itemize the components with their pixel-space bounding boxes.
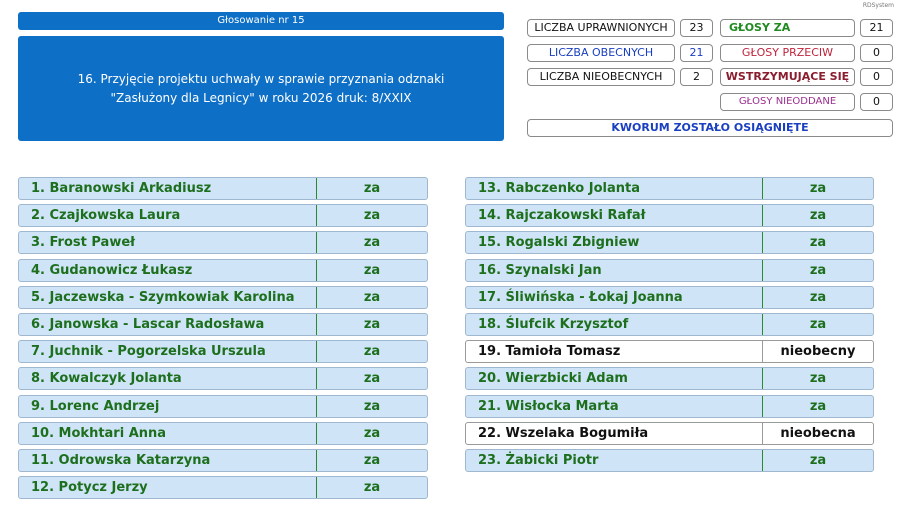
councillor-row [465, 259, 874, 282]
councillor-vote: nieobecny [780, 344, 856, 360]
councillor-row [465, 286, 874, 309]
councillor-name: 11. Odrowska Katarzyna [31, 453, 211, 468]
councillor-vote: za [809, 235, 827, 251]
councillor-name: 9. Lorenc Andrzej [31, 398, 160, 414]
councillor-vote: za [363, 262, 381, 278]
councillor-name: 19. Tamioła Tomasz [478, 344, 621, 360]
councillor-row [18, 476, 428, 499]
councillor-row [465, 340, 874, 363]
quorum-status: KWORUM ZOSTAŁO OSIĄGNIĘTE [527, 119, 893, 137]
councillor-name: 22. Wszelaka Bogumiła [478, 425, 649, 441]
councillor-name: 2. Czajkowska Laura [31, 208, 181, 224]
resolution-text: 16. Przyjęcie projektu uchwały w sprawie przyznania odznaki "Zasłużony dla Legnicy" w roku 2026 druk: 8/XXIX [18, 36, 504, 141]
councillor-vote: za [809, 289, 827, 305]
against-value: 0 [860, 44, 893, 62]
abstain-value: 0 [860, 68, 893, 86]
councillor-vote: za [363, 235, 381, 251]
abstain-label: WSTRZYMUJĄCE SIĘ [720, 68, 855, 86]
councillor-name: 3. Frost Paweł [31, 235, 135, 251]
councillor-vote: za [363, 371, 381, 387]
councillor-name: 15. Rogalski Zbigniew [478, 235, 640, 251]
councillor-name: 18. Ślufcik Krzysztof [478, 317, 629, 332]
councillor-name: 14. Rajczakowski Rafał [478, 208, 646, 224]
councillor-row [465, 367, 874, 390]
councillor-vote: za [809, 208, 827, 224]
councillor-vote: za [809, 453, 827, 468]
councillor-name: 16. Szynalski Jan [478, 262, 602, 278]
councillor-vote: za [363, 344, 381, 360]
councillor-vote: za [363, 317, 381, 332]
councillor-row [18, 313, 428, 336]
councillor-row [18, 367, 428, 390]
for-label: GŁOSY ZA [720, 19, 855, 37]
councillor-name: 5. Jaczewska - Szymkowiak Karolina [31, 289, 295, 305]
councillor-vote: za [809, 398, 827, 414]
councillor-row [465, 177, 874, 200]
for-value: 21 [860, 19, 893, 37]
councillor-vote: za [809, 317, 827, 332]
notcast-value: 0 [860, 93, 893, 111]
councillor-name: 4. Gudanowicz Łukasz [31, 262, 193, 278]
vote-title: Głosowanie nr 15 [18, 12, 504, 30]
councillor-name: 17. Śliwińska - Łokaj Joanna [478, 289, 683, 305]
councillor-vote: za [363, 398, 381, 414]
councillor-name: 10. Mokhtari Anna [31, 425, 167, 441]
councillor-vote: za [363, 208, 381, 224]
councillor-row [18, 395, 428, 418]
councillor-name: 12. Potycz Jerzy [31, 480, 148, 496]
against-label: GŁOSY PRZECIW [720, 44, 855, 62]
councillor-row [18, 231, 428, 254]
councillor-row [465, 449, 874, 472]
councillor-vote: za [809, 262, 827, 278]
eligible-label: LICZBA UPRAWNIONYCH [527, 19, 675, 37]
councillor-row [18, 177, 428, 200]
councillor-vote: za [363, 289, 381, 305]
councillor-name: 7. Juchnik - Pogorzelska Urszula [31, 344, 266, 360]
councillor-row [18, 204, 428, 227]
councillor-row [18, 449, 428, 472]
councillor-row [465, 231, 874, 254]
brand-label: RDSystem [862, 2, 894, 9]
councillor-row [18, 422, 428, 445]
councillor-row [465, 395, 874, 418]
notcast-label: GŁOSY NIEODDANE [720, 93, 855, 111]
councillor-vote: nieobecna [780, 425, 856, 441]
present-value: 21 [680, 44, 713, 62]
councillor-name: 6. Janowska - Lascar Radosława [31, 317, 265, 332]
councillor-vote: za [809, 181, 827, 196]
present-label: LICZBA OBECNYCH [527, 44, 675, 62]
councillor-row [465, 204, 874, 227]
councillor-vote: za [809, 371, 827, 387]
councillor-row [18, 340, 428, 363]
councillor-vote: za [363, 480, 381, 496]
councillor-name: 13. Rabczenko Jolanta [478, 181, 640, 196]
councillor-row [465, 313, 874, 336]
councillor-vote: za [363, 453, 381, 468]
councillor-row [465, 422, 874, 445]
councillor-name: 8. Kowalczyk Jolanta [31, 371, 182, 387]
absent-label: LICZBA NIEOBECNYCH [527, 68, 675, 86]
absent-value: 2 [680, 68, 713, 86]
councillor-vote: za [363, 425, 381, 441]
councillor-name: 1. Baranowski Arkadiusz [31, 181, 212, 196]
councillor-row [18, 259, 428, 282]
councillor-name: 21. Wisłocka Marta [478, 398, 619, 414]
councillor-vote: za [363, 181, 381, 196]
councillor-name: 20. Wierzbicki Adam [478, 371, 628, 387]
eligible-value: 23 [680, 19, 713, 37]
councillor-name: 23. Żabicki Piotr [478, 453, 599, 468]
councillor-row [18, 286, 428, 309]
